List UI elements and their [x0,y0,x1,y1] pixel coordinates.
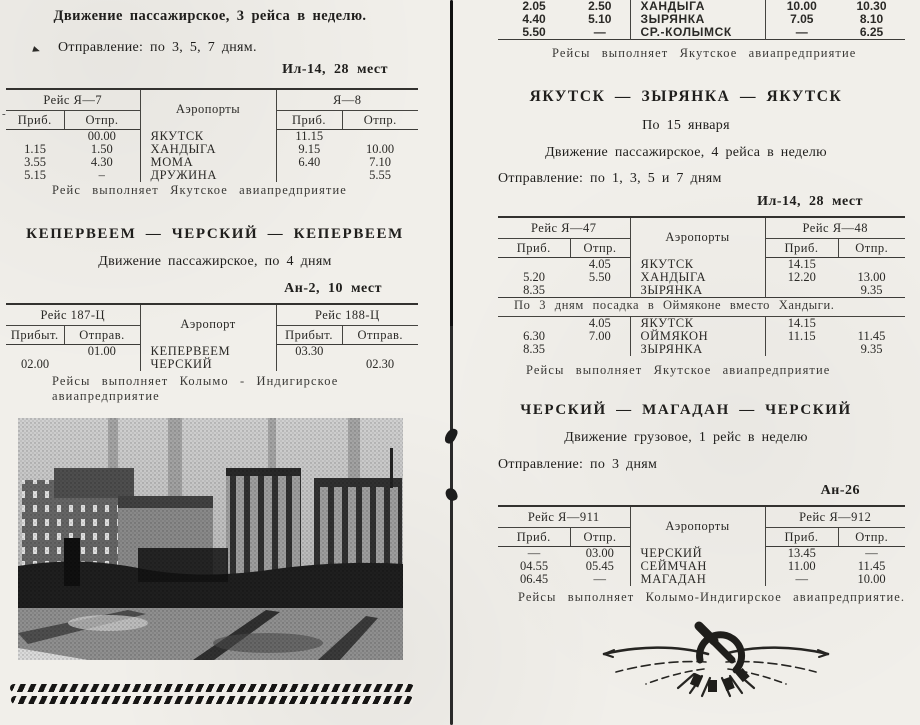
airport-cell: ДРУЖИНА [140,169,276,182]
table-group-header [498,506,905,528]
time-cell: 5.55 [369,168,391,182]
airport-cell: МОМА [140,156,276,169]
airport-cell: ЗЫРЯНКА [630,343,765,356]
time-cell [276,169,342,182]
time-cell: 14.15 [787,257,816,271]
airport-cell: ЗЫРЯНКА [630,13,765,26]
operator-note: Рейсы выполняет Колымо-Индигирское авиапредприятие. [518,590,906,604]
airport-cell: ЧЕРСКИЙ [630,547,765,561]
dep-header: Отпр. [838,239,905,258]
table-row [498,258,905,272]
time-cell: 06.45 [519,572,549,586]
time-cell: 9.35 [860,342,883,356]
time-cell [64,358,140,371]
airport-cell: ЯКУТСК [630,317,765,331]
time-cell: 7.10 [369,155,391,169]
timetable-ya47-ya48 [498,216,905,298]
table-row [498,26,905,40]
time-cell [570,343,630,356]
airport-cell: ХАНДЫГА [140,143,276,156]
time-cell: 10.00 [857,572,886,586]
time-cell [498,317,570,331]
table-row [498,573,905,586]
aircraft-type-label: Ил-14, 28 мест [757,194,863,209]
airport-cell: СР.-КОЛЫМСК [630,26,765,40]
time-cell: 4.05 [588,257,611,271]
time-cell: 10.00 [786,0,817,13]
margin-arrow-icon [32,46,41,54]
left-page [0,0,452,725]
service-line: Движение пассажирское, по 4 дням [98,254,332,269]
time-cell: 1.15 [24,142,46,156]
right-page [456,0,920,725]
table-row [498,343,905,356]
time-cell [6,345,64,359]
flight-right-header: Рейс Я—912 [765,506,905,528]
arr-header: Приб. [765,528,838,547]
airport-cell: ЗЫРЯНКА [630,284,765,298]
time-cell: 10.00 [365,142,395,156]
departure-days-line: Отправление: по 3, 5, 7 дням. [58,40,257,55]
time-cell: 5.15 [24,168,46,182]
timetable-ya7-ya8 [6,88,418,182]
time-cell: 3.55 [24,155,46,169]
time-cell [765,284,838,298]
dep-header: Отпр. [570,239,630,258]
time-cell: 5.50 [522,25,546,39]
time-cell: 11.00 [787,559,816,573]
time-cell: 13.45 [787,546,816,560]
margin-dash-mark: - [2,108,6,120]
time-cell: 2.05 [522,0,546,13]
timetable-187c-188c [6,303,418,371]
time-cell: 6.40 [298,155,321,169]
time-cell: 02.00 [20,357,50,371]
time-cell: 8.35 [523,283,545,297]
time-cell [498,258,570,272]
time-cell: — [865,546,878,560]
time-cell: 9.15 [298,142,321,156]
page-fold-line [450,0,453,725]
aircraft-type-label: Ан-26 [820,483,860,498]
airports-header: Аэропорт [140,304,276,345]
validity-line: По 15 января [642,118,730,133]
table-row [6,143,418,156]
time-cell: 12.20 [787,270,816,284]
airport-cell: ХАНДЫГА [630,0,765,13]
time-cell: 02.30 [365,357,395,371]
time-cell [765,343,838,356]
time-cell: 7.05 [790,12,814,26]
time-cell: 11.45 [857,559,886,573]
airport-cell: ОЙМЯКОН [630,330,765,343]
airports-header: Аэропорты [630,217,765,258]
operator-note: Рейсы выполняет Якутское авиапредприятие [526,363,831,377]
dep-header: Отпр. [570,528,630,547]
time-cell: 11.45 [857,329,886,343]
flight-left-header: Рейс 187-Ц [6,304,140,326]
time-cell: 11.15 [295,129,324,143]
time-cell: 5.20 [523,270,545,284]
flight-right-header: Рейс Я—48 [765,217,905,239]
operator-note: Рейсы выполняет Якутское авиапредприятие [552,46,857,60]
airport-cell: МАГАДАН [630,573,765,586]
route-title-yakutsk-zyryanka: ЯКУТСК — ЗЫРЯНКА — ЯКУТСК [529,88,843,105]
flight-right-header: Я—8 [276,89,418,111]
time-cell: 10.30 [856,0,887,13]
timetable-ya911-ya912 [498,505,905,586]
airport-cell: КЕПЕРВЕЕМ [140,345,276,359]
arr-header: Приб. [498,528,570,547]
table-row [6,130,418,144]
time-cell: 5.50 [588,270,611,284]
aircraft-type-label: Ил-14, 28 мест [282,62,388,77]
time-cell: 9.35 [860,283,883,297]
time-cell: 04.55 [519,559,549,573]
time-cell [342,345,418,359]
table-row [498,284,905,298]
time-cell: 6.25 [859,25,884,39]
time-cell: — [795,572,809,586]
dep-header: Отправ. [64,326,140,345]
time-cell: 8.35 [523,342,545,356]
flight-left-header: Рейс Я—47 [498,217,630,239]
table-row [498,547,905,561]
service-line: Движение грузовое, 1 рейс в неделю [564,430,808,445]
dep-header: Отпр. [64,111,140,130]
decorative-wave-rule [10,684,414,692]
time-cell [570,284,630,298]
flight-right-header: Рейс 188-Ц [276,304,418,326]
time-cell: 4.05 [588,316,611,330]
time-cell: 00.00 [87,129,116,143]
time-cell [838,258,905,272]
operator-note: Рейс выполняет Якутское авиапредприятие [52,183,347,197]
time-cell [6,130,64,144]
airport-cell: ХАНДЫГА [630,271,765,284]
service-heading: Движение пассажирское, 3 рейса в неделю. [53,8,367,24]
timetable-ya47-alt-oimyakon [498,316,905,356]
table-row [6,345,418,359]
airport-cell: ЯКУТСК [140,130,276,144]
airports-header: Аэропорты [630,506,765,547]
dep-header: Отправ. [342,326,418,345]
departure-days-line: Отправление: по 1, 3, 5 и 7 дням [498,171,722,186]
time-cell: 7.00 [588,329,611,343]
city-photo [18,418,403,660]
time-cell [838,317,905,331]
oimyakon-note: По 3 дням посадка в Оймяконе вместо Хандыги. [514,298,835,312]
time-cell: — [593,572,606,586]
dep-header: Отпр. [838,528,905,547]
time-cell: 5.10 [588,12,612,26]
aircraft-type-label: Ан-2, 10 мест [284,281,382,296]
time-cell: 13.00 [857,270,886,284]
dep-header: Отпр. [342,111,418,130]
flight-left-header: Рейс Я—911 [498,506,630,528]
aeroflot-emblem-icon [596,612,836,712]
flight-left-header: Рейс Я—7 [6,89,140,111]
airport-cell: ЯКУТСК [630,258,765,272]
arr-header: Приб. [276,111,342,130]
time-cell: 4.30 [90,155,113,169]
time-cell: 01.00 [87,344,116,358]
time-cell: 05.45 [585,559,614,573]
table-row [498,317,905,331]
airport-cell: СЕЙМЧАН [630,560,765,573]
arr-header: Приб. [6,111,64,130]
time-cell: 4.40 [522,12,546,26]
time-cell [276,358,342,371]
table-group-header [6,304,418,326]
route-title-chersky-magadan: ЧЕРСКИЙ — МАГАДАН — ЧЕРСКИЙ [520,402,852,418]
airports-header: Аэропорты [140,89,276,130]
time-cell: — [795,25,808,39]
arr-header: Прибыт. [6,326,64,345]
time-cell: — [593,25,606,39]
time-cell: — [527,546,541,560]
time-cell [342,130,418,144]
table-group-header [498,217,905,239]
service-line: Движение пассажирское, 4 рейса в неделю [545,145,827,160]
time-cell: – [98,168,105,182]
decorative-wave-rule [11,696,413,704]
airport-cell: ЧЕРСКИЙ [140,358,276,371]
time-cell: 8.10 [859,12,884,26]
time-cell: 11.15 [787,329,816,343]
departure-days-line: Отправление: по 3 дням [498,457,658,472]
time-cell: 1.50 [90,142,113,156]
table-row [6,169,418,182]
arr-header: Приб. [498,239,570,258]
route-title-kepherveem: КЕПЕРВЕЕМ — ЧЕРСКИЙ — КЕПЕРВЕЕМ [26,226,404,242]
arr-header: Приб. [765,239,838,258]
arr-header: Прибыт. [276,326,342,345]
table-group-header [6,89,418,111]
time-cell: 03.00 [585,546,614,560]
time-cell: 03.30 [295,344,324,358]
operator-note: Рейсы выполняет Колымо - Индигирское авиапредприятие [52,374,339,403]
time-cell: 14.15 [787,316,816,330]
time-cell: 2.50 [588,0,612,13]
timetable-top-clipped [498,0,905,40]
table-row [6,358,418,371]
time-cell: 6.30 [523,329,545,343]
